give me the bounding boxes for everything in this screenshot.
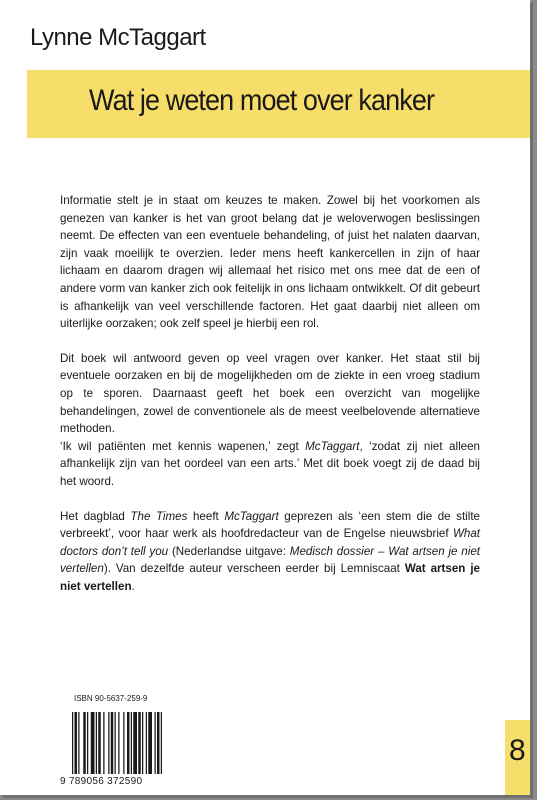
title-band <box>27 70 530 138</box>
barcode-bar <box>118 712 119 774</box>
barcode-bar <box>103 712 104 774</box>
barcode-bar <box>115 712 116 774</box>
blurb-paragraph-4: Het dagblad The Times heeft McTaggart geprezen als ‘een stem die de stilte verbreekt’, voor haar werk als hoofdredacteur van de Engelse nieuwsbrief What doctors don’t tell you (Nederlandse uitgave: Medisch dossier – Wat artsen je niet vertellen). Van dezelfde auteur verscheen eerder bij Lemniscaat Wat artsen je niet vertellen. <box>60 509 481 593</box>
publisher-logo-band <box>505 720 530 795</box>
barcode-bar <box>75 712 78 774</box>
barcode-bars <box>70 712 200 774</box>
publisher-logo: 8 <box>509 734 526 767</box>
barcode-bar <box>83 712 86 774</box>
book-title: Wat je weten moet over kanker <box>89 84 435 117</box>
barcode-bar <box>157 712 160 774</box>
barcode-bar <box>142 712 143 774</box>
blurb-paragraph-3: ‘Ik wil patiënten met kennis wapenen,’ zegt McTaggart, ‘zodat zij niet alleen afhankelijk zijn van het oordeel van een arts.’ Met dit boek voegt zij de daad bij het woord. <box>60 439 480 488</box>
barcode-bar <box>123 712 124 774</box>
blurb-paragraph-1: Informatie stelt je in staat om keuzes te maken. Zowel bij het voorkomen als genezen van kanker is het van groot belang dat je weloverwogen beslissingen neemt. De effecten van een eventuele behandeling, of juist het nalaten daarvan, zijn vaak moeilijk te overzien. Ieder mens heeft kankercellen in zijn of haar lichaam en daarom dragen wij allemaal het risico met ons mee dat de een of andere vorm van kanker zich ook feitelijk in ons lichaam ontwikkelt. Of dit gebeurt is afhankelijk van veel verschillende factoren. Het gaat daarbij niet alleen om uiterlijke oorzaken; ook zelf speel je hierbij een rol. <box>60 194 480 331</box>
blurb-text <box>60 192 480 612</box>
barcode-bar <box>108 712 109 774</box>
blurb-paragraph-2: Dit boek wil antwoord geven op veel vragen over kanker. Het staat stil bij eventuele oorzaken en bij de mogelijkheden om de ziekte in een vroeg stadium op te sporen. Daarnaast geeft het boek een overzicht van mogelijke behandelingen, zowel de conventionele als de meest veelbelovende alternatieve methoden. <box>60 351 480 436</box>
barcode-bar <box>91 712 95 774</box>
barcode-bar <box>155 712 156 774</box>
barcode-bar <box>98 712 101 774</box>
author-name: Lynne McTaggart <box>30 24 206 51</box>
barcode <box>60 708 208 790</box>
barcode-bar <box>96 712 97 774</box>
barcode-bar <box>146 712 147 774</box>
barcode-number: 9 789056 372590 <box>60 776 143 787</box>
barcode-bar <box>161 712 162 774</box>
isbn-label: ISBN 90-5637-259-9 <box>74 694 148 703</box>
barcode-bar <box>131 712 132 774</box>
barcode-bar <box>127 712 130 774</box>
barcode-bar <box>87 712 88 774</box>
barcode-bar <box>148 712 152 774</box>
barcode-bar <box>72 712 73 774</box>
barcode-bar <box>111 712 114 774</box>
barcode-bar <box>78 712 79 774</box>
barcode-bar <box>138 712 141 774</box>
barcode-bar <box>133 712 137 774</box>
